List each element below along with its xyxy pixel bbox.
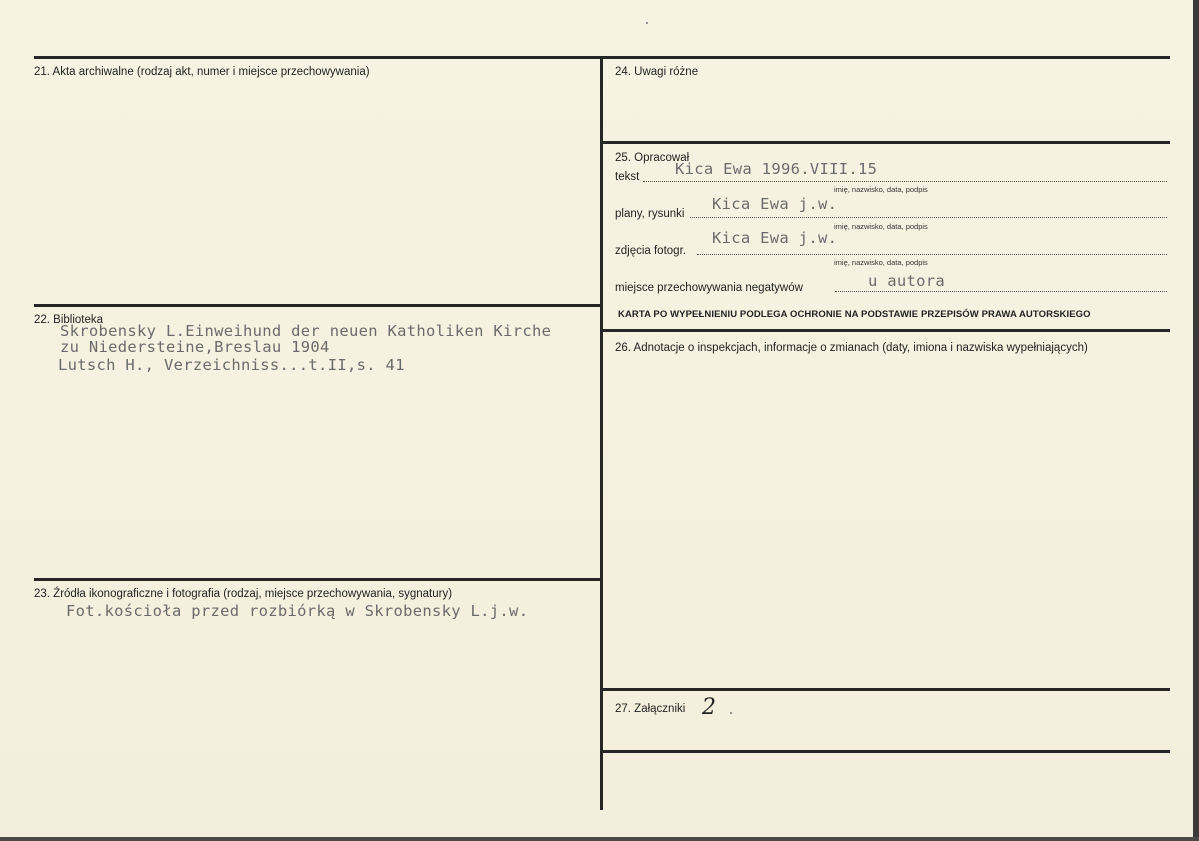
rule-22-23	[34, 578, 602, 581]
zdjecia-dotted-line	[697, 254, 1167, 255]
copyright-notice: KARTA PO WYPEŁNIENIU PODLEGA OCHRONIE NA PODSTAWIE PRZEPISÓW PRAWA AUTORSKIEGO	[618, 309, 1091, 320]
card-edge-bottom	[0, 837, 1199, 841]
tekst-label: tekst	[615, 171, 640, 183]
field-23-label: 23. Źródła ikonograficzne i fotografia (rodzaj, miejsce przechowywania, sygnatury)	[34, 588, 453, 600]
center-divider	[600, 56, 603, 810]
tekst-hint: imię, nazwisko, data, podpis	[834, 185, 928, 194]
field-26-label: 26. Adnotacje o inspekcjach, informacje o zmianach (daty, imiona i nazwiska wypełniających)	[615, 342, 1088, 354]
rule-21-22	[34, 304, 602, 307]
tekst-dotted-line	[643, 181, 1167, 182]
paper-speck	[730, 712, 732, 714]
paper-speck	[646, 22, 648, 24]
zdjecia-label: zdjęcia fotogr.	[615, 245, 686, 257]
field-25-label: 25. Opracował	[615, 152, 690, 164]
miejsce-dotted-line	[835, 291, 1167, 292]
field-22-typed-line-3: Lutsch H., Verzeichniss...t.II,s. 41	[58, 356, 405, 374]
zdjecia-value: Kica Ewa j.w.	[712, 229, 838, 247]
tekst-value: Kica Ewa 1996.VIII.15	[675, 160, 878, 178]
rule-26-27	[601, 688, 1170, 691]
field-23-typed: Fot.kościoła przed rozbiórką w Skrobensky L.j.w.	[66, 602, 529, 620]
field-27-label: 27. Załączniki	[615, 703, 686, 715]
rule-25-26	[601, 329, 1170, 332]
rule-27-bottom	[601, 750, 1170, 753]
field-22-typed-line-1: Skrobensky L.Einweihund der neuen Katholiken Kirche	[60, 322, 552, 340]
rule-24-25	[601, 141, 1170, 144]
zdjecia-hint: imię, nazwisko, data, podpis	[834, 258, 928, 267]
plany-value: Kica Ewa j.w.	[712, 195, 838, 213]
field-22-typed-line-2: zu Niedersteine,Breslau 1904	[60, 338, 330, 356]
plany-hint: imię, nazwisko, data, podpis	[834, 222, 928, 231]
attachments-count: 2	[702, 695, 716, 720]
field-22-label: 22. Biblioteka	[34, 314, 104, 326]
plany-dotted-line	[690, 217, 1167, 218]
miejsce-label: miejsce przechowywania negatywów	[615, 282, 803, 294]
miejsce-value: u autora	[868, 272, 946, 290]
field-21-label: 21. Akta archiwalne (rodzaj akt, numer i miejsce przechowywania)	[34, 66, 370, 78]
card-edge-right	[1193, 0, 1199, 841]
field-24-label: 24. Uwagi różne	[615, 66, 699, 78]
plany-label: plany, rysunki	[615, 208, 685, 220]
